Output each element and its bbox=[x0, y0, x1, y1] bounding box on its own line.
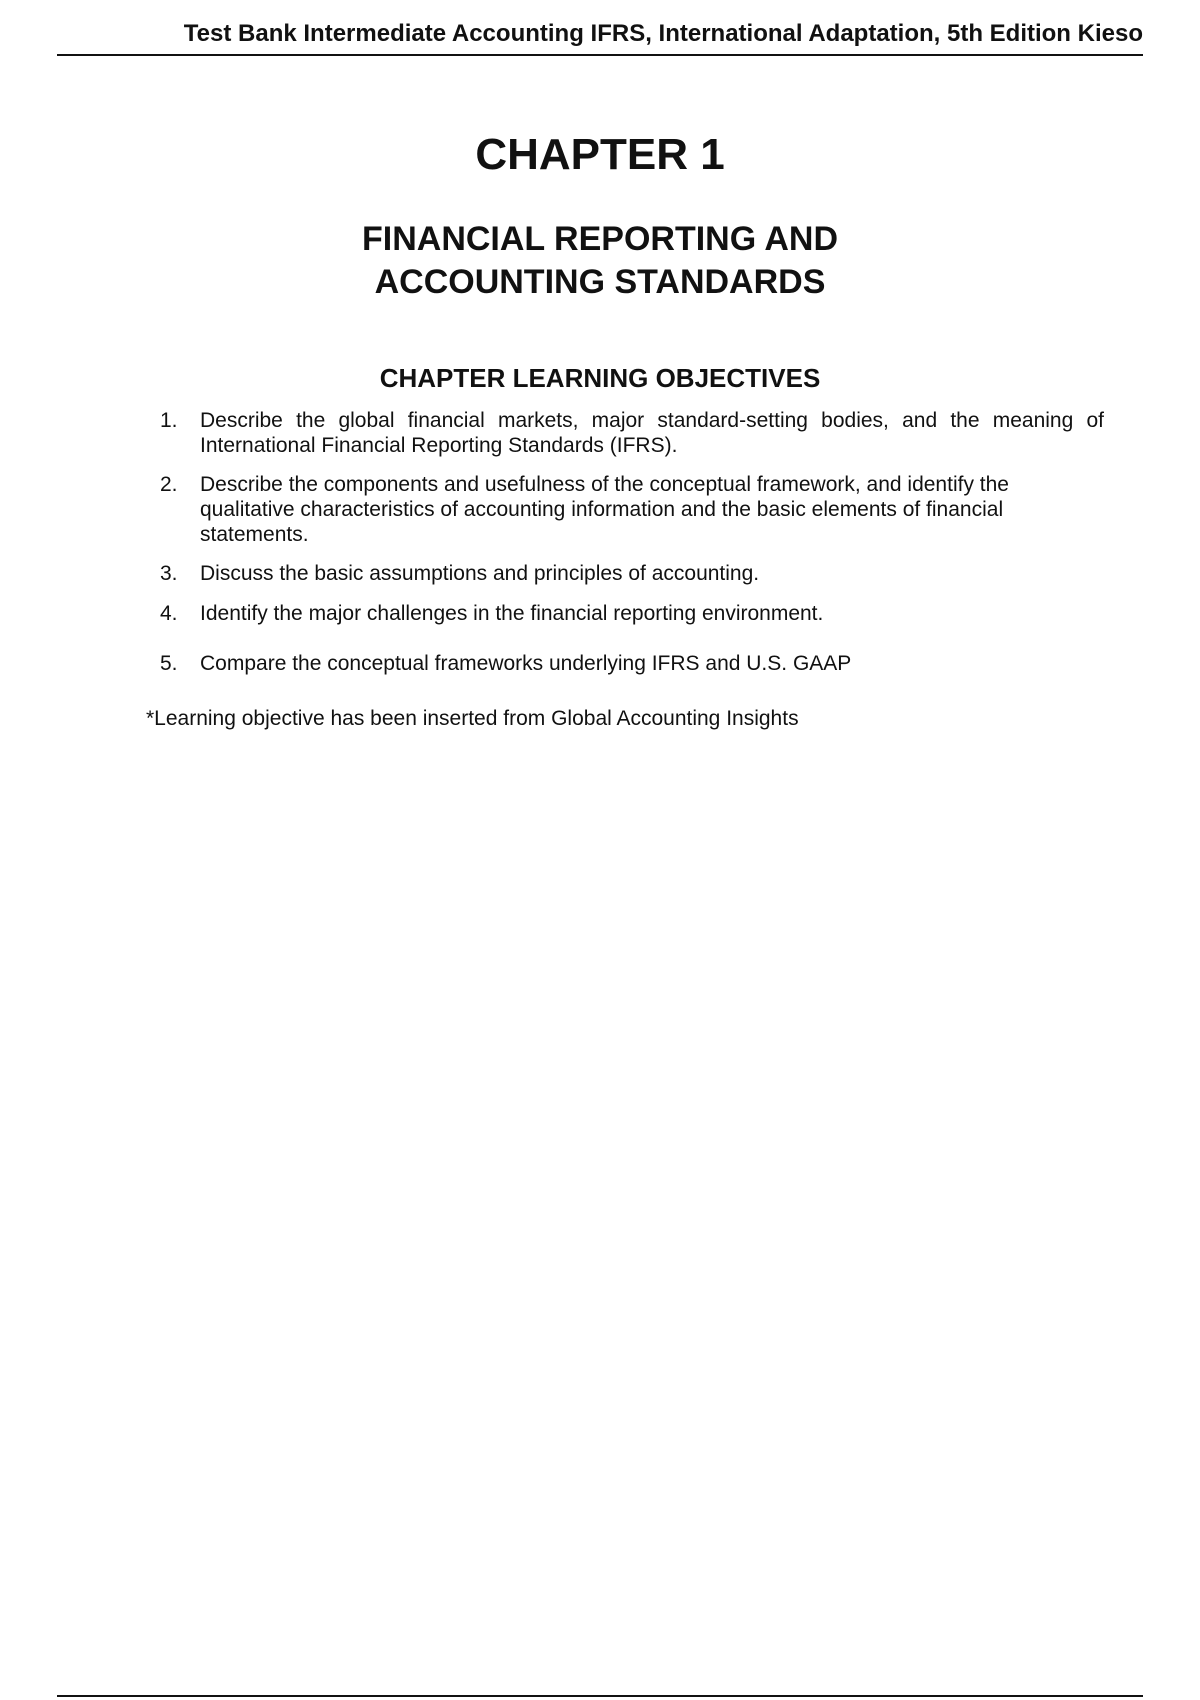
chapter-title-line-2: ACCOUNTING STANDARDS bbox=[374, 263, 826, 301]
objective-item-4 bbox=[160, 601, 1104, 626]
objective-item-2 bbox=[160, 472, 1104, 547]
objective-text: Discuss the basic assumptions and principles of accounting. bbox=[200, 562, 760, 585]
objective-text: Describe the global financial markets, major standard-setting bodies, and the meaning of International Financial Reporting Standards (IFRS). bbox=[200, 409, 1104, 457]
chapter-title-line-1: FINANCIAL REPORTING AND bbox=[362, 220, 838, 258]
objective-number: 4. bbox=[160, 602, 178, 625]
objective-item-3 bbox=[160, 561, 1104, 586]
objective-item-1 bbox=[160, 408, 1104, 458]
objective-text: Compare the conceptual frameworks underlying IFRS and U.S. GAAP bbox=[200, 652, 852, 675]
objective-item-5 bbox=[160, 651, 1104, 676]
objective-number: 5. bbox=[160, 652, 178, 675]
chapter-number: CHAPTER 1 bbox=[475, 130, 725, 179]
objective-number: 1. bbox=[160, 409, 178, 432]
objectives-list bbox=[160, 408, 1104, 676]
bottom-rule bbox=[57, 1695, 1143, 1697]
learning-objective-footnote: *Learning objective has been inserted from Global Accounting Insights bbox=[146, 707, 799, 730]
objective-text: Identify the major challenges in the financial reporting environment. bbox=[200, 602, 824, 625]
objective-text: Describe the components and usefulness of the conceptual framework, and identify the qualitative characteristics of accounting information and the basic elements of financial statements. bbox=[200, 473, 1009, 546]
objectives-heading: CHAPTER LEARNING OBJECTIVES bbox=[379, 363, 821, 393]
objective-number: 2. bbox=[160, 473, 178, 496]
running-header-title: Test Bank Intermediate Accounting IFRS, International Adaptation, 5th Edition Kieso bbox=[183, 20, 1143, 47]
chapter-title bbox=[0, 218, 1200, 304]
running-header bbox=[57, 14, 1143, 56]
objective-number: 3. bbox=[160, 562, 178, 585]
